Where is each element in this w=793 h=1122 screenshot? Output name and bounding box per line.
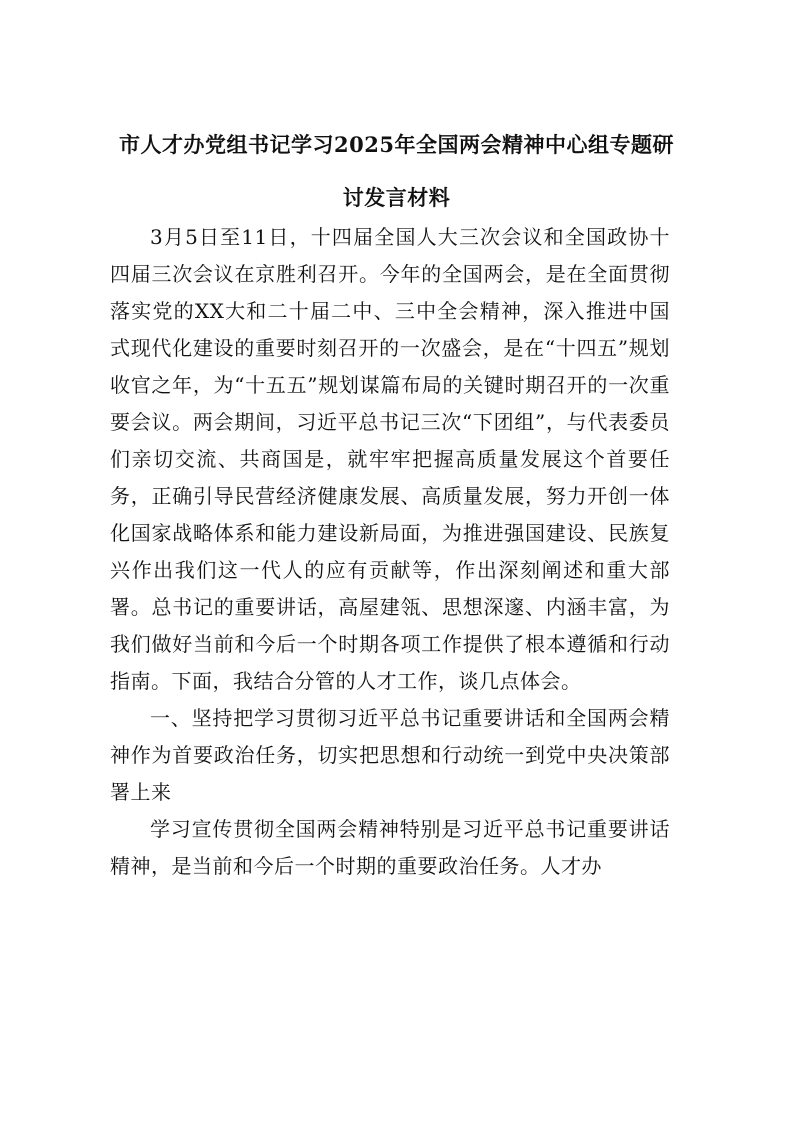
paragraph-section-1: 学习宣传贯彻全国两会精神特别是习近平总书记重要讲话精神，是当前和今后一个时期的重要政治任务。人才办: [110, 817, 670, 878]
section-heading-1: 一、坚持把学习贯彻习近平总书记重要讲话和全国两会精神作为首要政治任务，切实把思想和行动统一到党中央决策部署上来: [110, 706, 670, 804]
document-title-line-1: 市人才办党组书记学习2025年全国两会精神中心组专题研: [119, 132, 674, 157]
paragraph-intro: 3月5日至11日，十四届全国人大三次会议和全国政协十四届三次会议在京胜利召开。今年的全国两会，是在全面贯彻落实党的XX大和二十届二中、三中全会精神，深入推进中国式现代化建设的重要时刻召开的一次盛会，是在“十四五”规划收官之年，为“十五五”规划谋篇布局的关键时期召开的一次重要会议。两会期间，习近平总书记三次“下团组”，与代表委员们亲切交流、共商国是，就牢牢把握高质量发展这个首要任务，正确引导民营经济健康发展、高质量发展，努力开创一体化国家战略体系和能力建设新局面，为推进强国建设、民族复兴作出我们这一代人的应有贡献等，作出深刻阐述和重大部署。总书记的重要讲话，高屋建瓴、思想深邃、内涵丰富，为我们做好当前和今后一个时期各项工作提供了根本遵循和行动指南。下面，我结合分管的人才工作，谈几点体会。: [110, 225, 670, 693]
document-body: [110, 219, 670, 885]
document-title-line-2: 讨发言材料: [342, 185, 451, 210]
